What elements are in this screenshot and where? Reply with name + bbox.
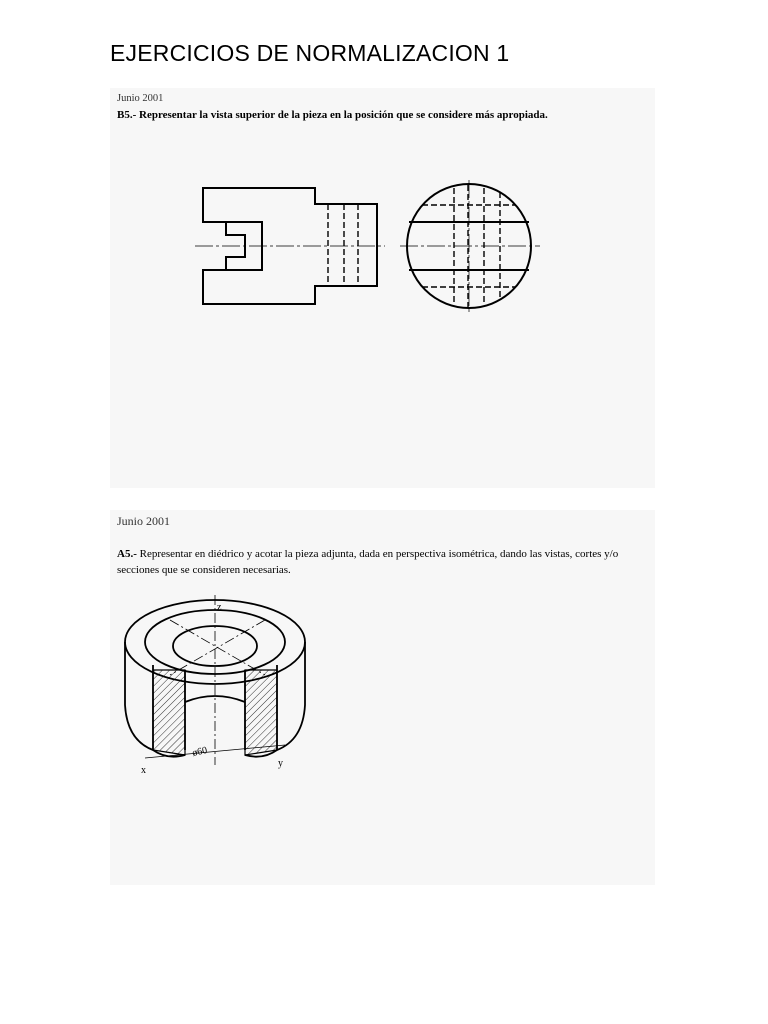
exercise-date: Junio 2001 — [117, 514, 171, 528]
exercise-b5-scan — [110, 88, 655, 488]
exercise-code: B5.- — [117, 109, 137, 121]
page-title: EJERCICIOS DE NORMALIZACION 1 — [110, 40, 510, 66]
hidden-lines-front — [328, 204, 358, 286]
exercise-date: Junio 2001 — [117, 93, 164, 104]
orthographic-views-drawing — [190, 178, 550, 338]
section-hatch-left — [153, 670, 185, 755]
exercise-statement — [117, 109, 548, 121]
axis-z-label: z — [217, 602, 222, 613]
section-hatch-right — [245, 670, 277, 755]
axis-x-label: x — [141, 765, 146, 775]
exercise-text: Representar la vista superior de la pieza en la posición que se considere más apropiada. — [139, 109, 548, 121]
exercise-a5-scan — [110, 510, 655, 885]
exercise-text: Representar en diédrico y acotar la pieza adjunta, dada en perspectiva isométrica, dando las vistas, cortes y/o secciones que se consideren necesarias. — [117, 548, 619, 576]
exercise-statement — [117, 546, 647, 578]
dimension-label: ø60 — [191, 745, 209, 759]
exercise-code: A5.- — [117, 548, 137, 560]
axis-y-label: y — [278, 758, 283, 769]
isometric-part-drawing — [115, 590, 315, 775]
